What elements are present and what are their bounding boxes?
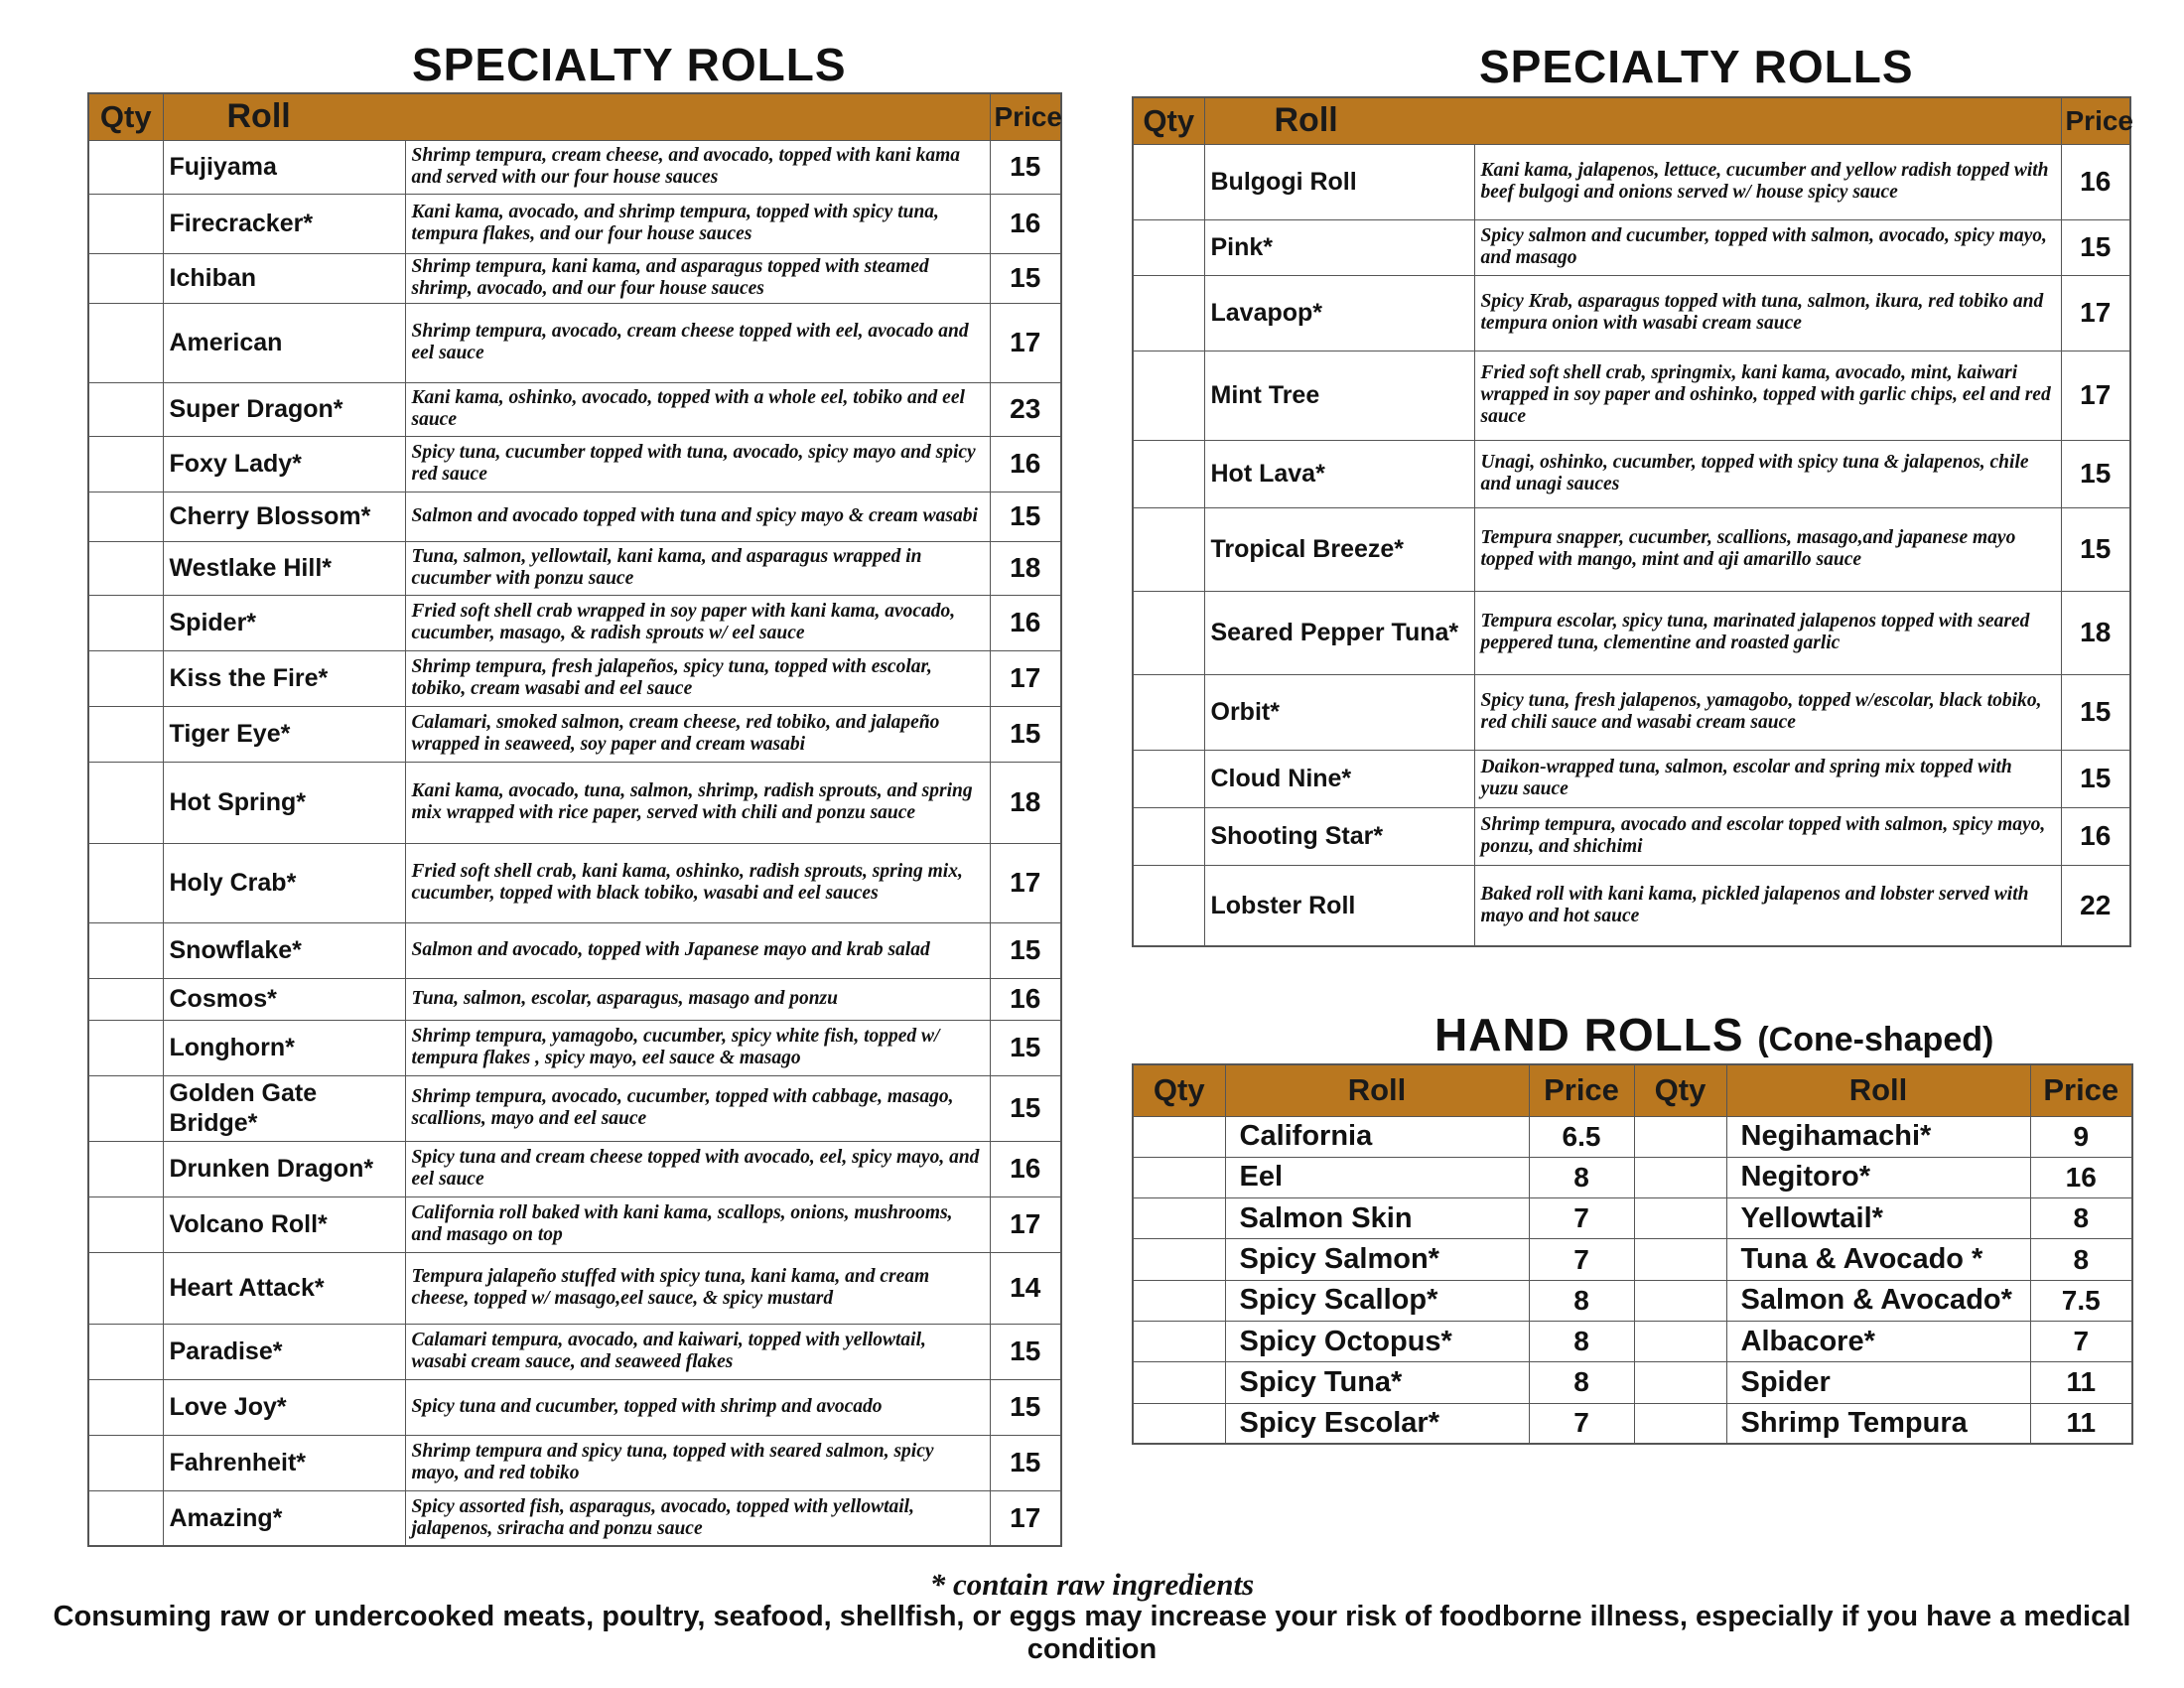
roll-price: 18	[2061, 591, 2130, 674]
table-row	[1133, 591, 2130, 674]
qty-cell[interactable]	[88, 1324, 163, 1379]
roll-price: 17	[990, 303, 1061, 382]
qty-cell[interactable]	[88, 595, 163, 650]
hand-roll-price: 8	[2030, 1239, 2132, 1280]
roll-description: Tuna, salmon, escolar, asparagus, masago and ponzu	[405, 978, 990, 1020]
hand-roll-name: Spicy Salmon*	[1225, 1239, 1529, 1280]
table-row	[88, 1379, 1061, 1435]
roll-price: 16	[990, 436, 1061, 492]
qty-cell[interactable]	[88, 1379, 163, 1435]
hand-roll-name: California	[1225, 1116, 1529, 1157]
qty-cell[interactable]	[88, 194, 163, 253]
hand-roll-name: Shrimp Tempura	[1726, 1403, 2030, 1444]
roll-name: Tropical Breeze*	[1204, 507, 1474, 591]
roll-description: Shrimp tempura, cream cheese, and avocado, topped with kani kama and served with our four house sauces	[405, 140, 990, 194]
table-row	[88, 843, 1061, 922]
roll-price: 17	[990, 843, 1061, 922]
roll-price: 15	[990, 1075, 1061, 1141]
roll-description: California roll baked with kani kama, scallops, onions, mushrooms, and masago on top	[405, 1196, 990, 1252]
table-header-row	[1133, 1064, 2132, 1116]
table-row	[88, 1252, 1061, 1324]
right-section-title: SPECIALTY ROLLS	[1479, 41, 1914, 92]
roll-price: 16	[2061, 144, 2130, 219]
table-row	[88, 1141, 1061, 1196]
price-header: Price	[990, 93, 1061, 140]
roll-description: Salmon and avocado topped with tuna and spicy mayo & cream wasabi	[405, 492, 990, 541]
hand-roll-name: Eel	[1225, 1157, 1529, 1197]
table-row	[1133, 507, 2130, 591]
roll-header: Roll	[1204, 97, 2061, 144]
roll-price: 15	[2061, 750, 2130, 807]
roll-price: 17	[990, 650, 1061, 706]
roll-name: Firecracker*	[163, 194, 405, 253]
roll-name: Amazing*	[163, 1490, 405, 1546]
hand-roll-name: Salmon Skin	[1225, 1198, 1529, 1239]
qty-cell[interactable]	[1133, 1280, 1225, 1321]
roll-name: Spider*	[163, 595, 405, 650]
hand-roll-price: 7	[1529, 1403, 1634, 1444]
table-row	[1133, 351, 2130, 440]
qty-cell[interactable]	[1634, 1321, 1726, 1361]
roll-name: Tiger Eye*	[163, 706, 405, 762]
qty-cell[interactable]	[1133, 674, 1204, 750]
table-row	[88, 978, 1061, 1020]
roll-name: Shooting Star*	[1204, 807, 1474, 865]
roll-header: Roll	[163, 93, 990, 140]
hand-rolls-table	[1132, 1063, 2133, 1445]
hand-roll-name: Negihamachi*	[1726, 1116, 2030, 1157]
table-header-row	[1133, 97, 2130, 144]
raw-ingredients-note: * contain raw ingredients	[929, 1567, 1255, 1602]
qty-cell[interactable]	[1634, 1116, 1726, 1157]
hand-roll-price: 8	[1529, 1321, 1634, 1361]
qty-cell[interactable]	[1133, 440, 1204, 507]
table-row	[1133, 1116, 2132, 1157]
qty-cell[interactable]	[88, 1490, 163, 1546]
hand-roll-price: 8	[2030, 1198, 2132, 1239]
hand-roll-price: 7	[1529, 1198, 1634, 1239]
hand-roll-name: Albacore*	[1726, 1321, 2030, 1361]
table-row	[88, 1324, 1061, 1379]
roll-header: Roll	[1726, 1064, 2030, 1116]
roll-price: 15	[2061, 440, 2130, 507]
roll-price: 16	[990, 978, 1061, 1020]
price-header: Price	[1529, 1064, 1634, 1116]
qty-cell[interactable]	[88, 706, 163, 762]
roll-price: 15	[990, 1379, 1061, 1435]
health-warning: Consuming raw or undercooked meats, poultry, seafood, shellfish, or eggs may increase your risk of foodborne illness, especially if you have a medical condition	[53, 1601, 2131, 1665]
roll-description: Fried soft shell crab wrapped in soy paper with kani kama, avocado, cucumber, masago, & radish sprouts w/ eel sauce	[405, 595, 990, 650]
qty-cell[interactable]	[88, 253, 163, 303]
qty-cell[interactable]	[88, 1196, 163, 1252]
qty-cell[interactable]	[88, 762, 163, 843]
qty-cell[interactable]	[1133, 750, 1204, 807]
table-row	[1133, 674, 2130, 750]
roll-description: Fried soft shell crab, kani kama, oshinko, radish sprouts, spring mix, cucumber, topped with black tobiko, wasabi and eel sauces	[405, 843, 990, 922]
roll-description: Tuna, salmon, yellowtail, kani kama, and asparagus wrapped in cucumber with ponzu sauce	[405, 541, 990, 595]
hand-roll-name: Spicy Escolar*	[1225, 1403, 1529, 1444]
left-section-title: SPECIALTY ROLLS	[412, 39, 847, 90]
qty-cell[interactable]	[1133, 351, 1204, 440]
qty-cell[interactable]	[1634, 1157, 1726, 1197]
roll-price: 17	[990, 1490, 1061, 1546]
table-row	[88, 140, 1061, 194]
roll-price: 18	[990, 762, 1061, 843]
roll-price: 15	[990, 706, 1061, 762]
qty-header: Qty	[1133, 1064, 1225, 1116]
roll-price: 15	[990, 1324, 1061, 1379]
table-row	[1133, 1321, 2132, 1361]
roll-price: 17	[2061, 275, 2130, 351]
roll-price: 15	[990, 140, 1061, 194]
roll-price: 16	[990, 595, 1061, 650]
table-row	[1133, 1403, 2132, 1444]
table-row	[88, 650, 1061, 706]
hand-roll-name: Salmon & Avocado*	[1726, 1280, 2030, 1321]
roll-name: Lobster Roll	[1204, 865, 1474, 946]
qty-cell[interactable]	[88, 541, 163, 595]
table-row	[1133, 1362, 2132, 1403]
qty-cell[interactable]	[88, 1075, 163, 1141]
qty-cell[interactable]	[88, 382, 163, 436]
qty-cell[interactable]	[1133, 1362, 1225, 1403]
roll-name: Cosmos*	[163, 978, 405, 1020]
roll-price: 16	[2061, 807, 2130, 865]
roll-description: Spicy tuna, fresh jalapenos, yamagobo, topped w/escolar, black tobiko, red chili sauce and wasabi cream sauce	[1474, 674, 2061, 750]
roll-name: Seared Pepper Tuna*	[1204, 591, 1474, 674]
roll-description: Shrimp tempura, yamagobo, cucumber, spicy white fish, topped w/ tempura flakes , spicy mayo, eel sauce & masago	[405, 1020, 990, 1075]
roll-description: Shrimp tempura, fresh jalapeños, spicy tuna, topped with escolar, tobiko, cream wasabi and eel sauce	[405, 650, 990, 706]
roll-price: 15	[2061, 674, 2130, 750]
roll-price: 16	[990, 1141, 1061, 1196]
qty-cell[interactable]	[1133, 275, 1204, 351]
table-row	[88, 1075, 1061, 1141]
table-row	[1133, 865, 2130, 946]
hand-roll-price: 11	[2030, 1403, 2132, 1444]
roll-description: Spicy Krab, asparagus topped with tuna, salmon, ikura, red tobiko and tempura onion with wasabi cream sauce	[1474, 275, 2061, 351]
price-header: Price	[2061, 97, 2130, 144]
roll-name: Volcano Roll*	[163, 1196, 405, 1252]
qty-cell[interactable]	[1133, 1403, 1225, 1444]
table-row	[88, 762, 1061, 843]
qty-cell[interactable]	[1133, 1239, 1225, 1280]
roll-price: 15	[990, 922, 1061, 978]
roll-description: Salmon and avocado, topped with Japanese mayo and krab salad	[405, 922, 990, 978]
hand-roll-name: Spicy Octopus*	[1225, 1321, 1529, 1361]
roll-name: Love Joy*	[163, 1379, 405, 1435]
roll-name: Hot Spring*	[163, 762, 405, 843]
roll-name: Lavapop*	[1204, 275, 1474, 351]
table-row	[88, 1490, 1061, 1546]
roll-header: Roll	[1225, 1064, 1529, 1116]
qty-header: Qty	[1133, 97, 1204, 144]
qty-cell[interactable]	[1634, 1362, 1726, 1403]
hand-roll-price: 11	[2030, 1362, 2132, 1403]
roll-price: 18	[990, 541, 1061, 595]
roll-name: Drunken Dragon*	[163, 1141, 405, 1196]
left-specialty-rolls-table	[87, 92, 1062, 1547]
roll-price: 22	[2061, 865, 2130, 946]
roll-price: 15	[990, 253, 1061, 303]
roll-name: Paradise*	[163, 1324, 405, 1379]
qty-cell[interactable]	[88, 303, 163, 382]
qty-header: Qty	[88, 93, 163, 140]
qty-cell[interactable]	[88, 436, 163, 492]
roll-description: Spicy tuna and cream cheese topped with avocado, eel, spicy mayo, and eel sauce	[405, 1141, 990, 1196]
table-row	[1133, 1239, 2132, 1280]
hand-rolls-subtitle: (Cone-shaped)	[1757, 1021, 1994, 1058]
qty-cell[interactable]	[88, 922, 163, 978]
roll-name: Hot Lava*	[1204, 440, 1474, 507]
qty-cell[interactable]	[1133, 1157, 1225, 1197]
roll-description: Spicy tuna and cucumber, topped with shrimp and avocado	[405, 1379, 990, 1435]
roll-name: Foxy Lady*	[163, 436, 405, 492]
table-row	[88, 303, 1061, 382]
roll-price: 15	[2061, 507, 2130, 591]
qty-cell[interactable]	[1634, 1403, 1726, 1444]
roll-description: Shrimp tempura, avocado and escolar topped with salmon, spicy mayo, ponzu, and shichimi	[1474, 807, 2061, 865]
roll-description: Kani kama, avocado, and shrimp tempura, topped with spicy tuna, tempura flakes, and our four house sauces	[405, 194, 990, 253]
roll-name: Cloud Nine*	[1204, 750, 1474, 807]
roll-description: Tempura jalapeño stuffed with spicy tuna, kani kama, and cream cheese, topped w/ masago,eel sauce, & spicy mustard	[405, 1252, 990, 1324]
roll-name: Orbit*	[1204, 674, 1474, 750]
hand-roll-name: Spider	[1726, 1362, 2030, 1403]
table-row	[1133, 219, 2130, 275]
roll-name: Bulgogi Roll	[1204, 144, 1474, 219]
roll-price: 17	[990, 1196, 1061, 1252]
table-row	[88, 1435, 1061, 1490]
price-header: Price	[2030, 1064, 2132, 1116]
table-row	[1133, 1198, 2132, 1239]
table-row	[88, 1020, 1061, 1075]
table-row	[1133, 144, 2130, 219]
roll-name: Kiss the Fire*	[163, 650, 405, 706]
hand-roll-price: 7	[1529, 1239, 1634, 1280]
qty-cell[interactable]	[1634, 1198, 1726, 1239]
qty-cell[interactable]	[1133, 219, 1204, 275]
table-header-row	[88, 93, 1061, 140]
qty-cell[interactable]	[1133, 591, 1204, 674]
roll-description: Shrimp tempura, avocado, cream cheese topped with eel, avocado and eel sauce	[405, 303, 990, 382]
qty-cell[interactable]	[1133, 1198, 1225, 1239]
roll-price: 15	[990, 492, 1061, 541]
hand-rolls-title	[1434, 1008, 1993, 1061]
roll-name: Snowflake*	[163, 922, 405, 978]
roll-description: Spicy salmon and cucumber, topped with salmon, avocado, spicy mayo, and masago	[1474, 219, 2061, 275]
hand-roll-price: 9	[2030, 1116, 2132, 1157]
roll-name: Pink*	[1204, 219, 1474, 275]
hand-roll-name: Tuna & Avocado *	[1726, 1239, 2030, 1280]
table-row	[88, 382, 1061, 436]
roll-name: Westlake Hill*	[163, 541, 405, 595]
table-row	[1133, 440, 2130, 507]
roll-description: Tempura snapper, cucumber, scallions, masago,and japanese mayo topped with mango, mint and aji amarillo sauce	[1474, 507, 2061, 591]
roll-description: Kani kama, jalapenos, lettuce, cucumber and yellow radish topped with beef bulgogi and onions served w/ house spicy sauce	[1474, 144, 2061, 219]
qty-cell[interactable]	[88, 1141, 163, 1196]
roll-name: Fujiyama	[163, 140, 405, 194]
roll-name: Super Dragon*	[163, 382, 405, 436]
table-row	[1133, 275, 2130, 351]
qty-cell[interactable]	[88, 1435, 163, 1490]
table-row	[88, 436, 1061, 492]
hand-roll-price: 6.5	[1529, 1116, 1634, 1157]
qty-cell[interactable]	[88, 650, 163, 706]
roll-description: Shrimp tempura, kani kama, and asparagus topped with steamed shrimp, avocado, and our four house sauces	[405, 253, 990, 303]
roll-name: American	[163, 303, 405, 382]
qty-cell[interactable]	[88, 843, 163, 922]
roll-description: Shrimp tempura and spicy tuna, topped with seared salmon, spicy mayo, and red tobiko	[405, 1435, 990, 1490]
roll-price: 15	[2061, 219, 2130, 275]
hand-rolls-heading: HAND ROLLS	[1434, 1009, 1744, 1060]
roll-description: Calamari, smoked salmon, cream cheese, red tobiko, and jalapeño wrapped in seaweed, soy paper and cream wasabi	[405, 706, 990, 762]
roll-price: 23	[990, 382, 1061, 436]
roll-price: 16	[990, 194, 1061, 253]
hand-roll-name: Spicy Scallop*	[1225, 1280, 1529, 1321]
roll-description: Fried soft shell crab, springmix, kani kama, avocado, mint, kaiwari wrapped in soy paper and oshinko, topped with garlic chips, eel and red sauce	[1474, 351, 2061, 440]
right-specialty-rolls-table	[1132, 96, 2131, 947]
qty-cell[interactable]	[1634, 1239, 1726, 1280]
hand-roll-price: 7	[2030, 1321, 2132, 1361]
qty-cell[interactable]	[88, 140, 163, 194]
table-row	[1133, 750, 2130, 807]
table-row	[88, 1196, 1061, 1252]
roll-description: Baked roll with kani kama, pickled jalapenos and lobster served with mayo and hot sauce	[1474, 865, 2061, 946]
roll-price: 17	[2061, 351, 2130, 440]
roll-name: Fahrenheit*	[163, 1435, 405, 1490]
qty-cell[interactable]	[1133, 1321, 1225, 1361]
hand-roll-price: 16	[2030, 1157, 2132, 1197]
qty-cell[interactable]	[1133, 865, 1204, 946]
qty-cell[interactable]	[1634, 1280, 1726, 1321]
roll-name: Mint Tree	[1204, 351, 1474, 440]
roll-price: 14	[990, 1252, 1061, 1324]
roll-name: Holy Crab*	[163, 843, 405, 922]
qty-cell[interactable]	[88, 1252, 163, 1324]
roll-name: Golden Gate Bridge*	[163, 1075, 405, 1141]
hand-roll-name: Spicy Tuna*	[1225, 1362, 1529, 1403]
table-row	[88, 492, 1061, 541]
table-row	[1133, 1157, 2132, 1197]
qty-cell[interactable]	[1133, 807, 1204, 865]
hand-roll-price: 7.5	[2030, 1280, 2132, 1321]
table-row	[88, 194, 1061, 253]
table-row	[88, 595, 1061, 650]
roll-price: 15	[990, 1435, 1061, 1490]
table-row	[88, 541, 1061, 595]
roll-description: Shrimp tempura, avocado, cucumber, topped with cabbage, masago, scallions, mayo and eel sauce	[405, 1075, 990, 1141]
qty-cell[interactable]	[1133, 507, 1204, 591]
roll-description: Unagi, oshinko, cucumber, topped with spicy tuna & jalapenos, chile and unagi sauces	[1474, 440, 2061, 507]
qty-cell[interactable]	[1133, 144, 1204, 219]
roll-description: Spicy tuna, cucumber topped with tuna, avocado, spicy mayo and spicy red sauce	[405, 436, 990, 492]
table-row	[88, 922, 1061, 978]
qty-header: Qty	[1634, 1064, 1726, 1116]
qty-cell[interactable]	[1133, 1116, 1225, 1157]
roll-description: Spicy assorted fish, asparagus, avocado, topped with yellowtail, jalapenos, sriracha and ponzu sauce	[405, 1490, 990, 1546]
table-row	[1133, 807, 2130, 865]
roll-description: Calamari tempura, avocado, and kaiwari, topped with yellowtail, wasabi cream sauce, and seaweed flakes	[405, 1324, 990, 1379]
roll-description: Kani kama, oshinko, avocado, topped with a whole eel, tobiko and eel sauce	[405, 382, 990, 436]
roll-name: Longhorn*	[163, 1020, 405, 1075]
roll-price: 15	[990, 1020, 1061, 1075]
table-row	[88, 706, 1061, 762]
qty-cell[interactable]	[88, 978, 163, 1020]
hand-roll-name: Negitoro*	[1726, 1157, 2030, 1197]
hand-roll-name: Yellowtail*	[1726, 1198, 2030, 1239]
hand-roll-price: 8	[1529, 1362, 1634, 1403]
qty-cell[interactable]	[88, 1020, 163, 1075]
table-row	[1133, 1280, 2132, 1321]
roll-name: Ichiban	[163, 253, 405, 303]
roll-name: Cherry Blossom*	[163, 492, 405, 541]
roll-description: Tempura escolar, spicy tuna, marinated jalapenos topped with seared peppered tuna, clementine and roasted garlic	[1474, 591, 2061, 674]
qty-cell[interactable]	[88, 492, 163, 541]
roll-description: Kani kama, avocado, tuna, salmon, shrimp, radish sprouts, and spring mix wrapped with rice paper, served with chili and ponzu sauce	[405, 762, 990, 843]
hand-roll-price: 8	[1529, 1157, 1634, 1197]
roll-name: Heart Attack*	[163, 1252, 405, 1324]
roll-description: Daikon-wrapped tuna, salmon, escolar and spring mix topped with yuzu sauce	[1474, 750, 2061, 807]
table-row	[88, 253, 1061, 303]
hand-roll-price: 8	[1529, 1280, 1634, 1321]
